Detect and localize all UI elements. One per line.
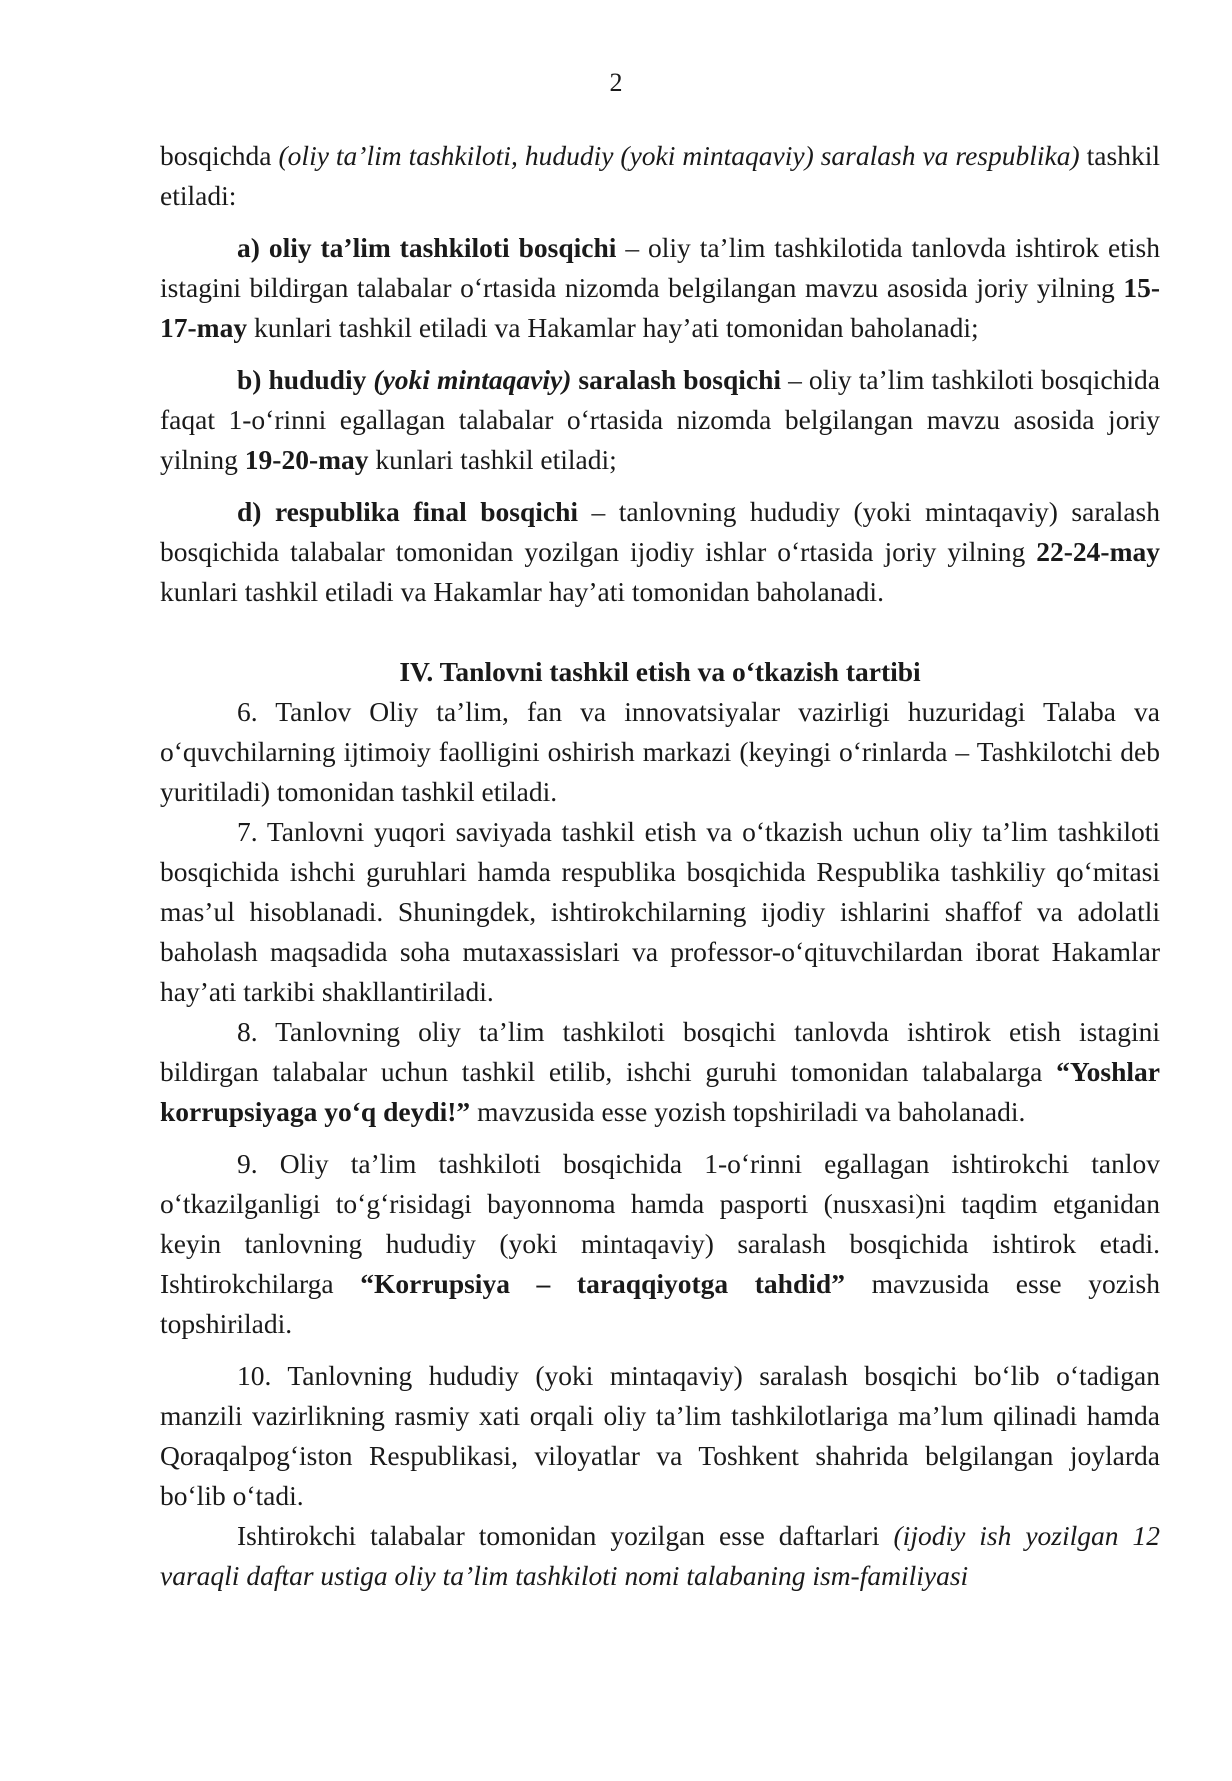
paragraph-stage-b [160,360,1160,480]
intro-stages-italic: (oliy ta’lim tashkiloti, hududiy (yoki mintaqaviy) saralash va respublika) [278,140,1080,171]
stage-a-title: a) oliy ta’lim tashkiloti bosqichi [237,232,617,263]
stage-d-title: d) respublika final bosqichi [237,496,579,527]
paragraph-9 [160,1144,1160,1344]
stage-a-date: 15-17-may [160,272,1160,343]
stage-b-title: b) hududiy [237,364,374,395]
p9-text-end: mavzusida esse yozish topshiriladi. [160,1268,1161,1339]
stage-b-text-end: kunlari tashkil etiladi; [368,444,617,475]
stage-a-text: – oliy ta’lim tashkilotida tanlovda ishtirok etish istagini bildirgan talabalar o‘rtasida nizomda belgilangan mavzu asosida joriy yilning [160,232,1160,303]
p9-text: 9. Oliy ta’lim tashkiloti bosqichida 1-o‘rinni egallagan ishtirokchi tanlov o‘tkazilganligi to‘g‘risidagi bayonnoma hamda pasporti (nusxasi)ni taqdim etganidan keyin tanlovning hududiy (yoki mintaqaviy) saralash bosqichida ishtirok etadi. Ishtirokchilarga [160,1148,1160,1299]
paragraph-7: 7. Tanlovni yuqori saviyada tashkil etish va o‘tkazish uchun oliy ta’lim tashkiloti bosqichida ishchi guruhlari hamda respublika bosqichida Respublika tashkiliy qo‘mitasi mas’ul hisoblanadi. Shuningdek, ishtirokchilarning ijodiy ishlarini shaffof va adolatli baholash maqsadida soha mutaxassislari va professor-o‘qituvchilardan iborat Hakamlar hay’ati tarkibi shakllantiriladi. [160,816,1160,1007]
page-number: 2 [609,68,623,97]
paragraph-intro [160,136,1160,216]
paragraph-6: 6. Tanlov Oliy ta’lim, fan va innovatsiyalar vazirligi huzuridagi Talaba va o‘quvchilarning ijtimoiy faolligini oshirish markazi (keyingi o‘rinlarda – Tashkilotchi deb yuritiladi) tomonidan tashkil etiladi. [160,696,1160,807]
stage-d-date: 22-24-may [1036,536,1160,567]
paragraph-8 [160,1012,1160,1132]
section-heading: IV. Tanlovni tashkil etish va o‘tkazish tartibi [399,656,921,687]
p8-theme: “Yoshlar korrupsiyaga yo‘q deydi!” [160,1056,1160,1127]
p8-text: 8. Tanlovning oliy ta’lim tashkiloti bosqichi tanlovda ishtirok etish istagini bildirgan talabalar uchun tashkil etilib, ishchi guruhi tomonidan talabalarga [160,1016,1160,1087]
paragraph-stage-a [160,228,1160,348]
paragraph-stage-d [160,492,1160,612]
stage-d-text-end: kunlari tashkil etiladi va Hakamlar hay’ati tomonidan baholanadi. [160,576,884,607]
p11-text: Ishtirokchi talabalar tomonidan yozilgan esse daftarlari [237,1520,894,1551]
paragraph-10: 10. Tanlovning hududiy (yoki mintaqaviy) saralash bosqichi bo‘lib o‘tadigan manzili vazirlikning rasmiy xati orqali oliy ta’lim tashkilotlariga ma’lum qilinadi hamda Qoraqalpog‘iston Respublikasi, viloyatlar va Toshkent shahrida belgilangan joylarda bo‘lib o‘tadi. [160,1360,1160,1511]
stage-b-date: 19-20-may [244,444,369,475]
stage-b-title-end: saralash bosqichi [571,364,782,395]
stage-b-title-italic: (yoki mintaqaviy) [373,364,572,395]
p11-text-italic: (ijodiy ish yozilgan 12 varaqli daftar ustiga oliy ta’lim tashkiloti nomi talabaning ism-familiyasi [160,1520,1160,1591]
p8-text-end: mavzusida esse yozish topshiriladi va baholanadi. [470,1096,1026,1127]
intro-text: bosqichda [160,140,279,171]
paragraph-11 [160,1516,1160,1596]
p9-theme: “Korrupsiya – taraqqiyotga tahdid” [360,1268,845,1299]
stage-a-text-end: kunlari tashkil etiladi va Hakamlar hay’ati tomonidan baholanadi; [247,312,979,343]
document-body [160,136,1160,1596]
intro-text-end: tashkil etiladi: [160,140,1160,211]
stage-d-text: – tanlovning hududiy (yoki mintaqaviy) saralash bosqichida talabalar tomonidan yozilgan ijodiy ishlar o‘rtasida joriy yilning [160,496,1160,567]
stage-b-text: – oliy ta’lim tashkiloti bosqichida faqat 1-o‘rinni egallagan talabalar o‘rtasida nizomda belgilangan mavzu asosida joriy yilning [160,364,1160,475]
